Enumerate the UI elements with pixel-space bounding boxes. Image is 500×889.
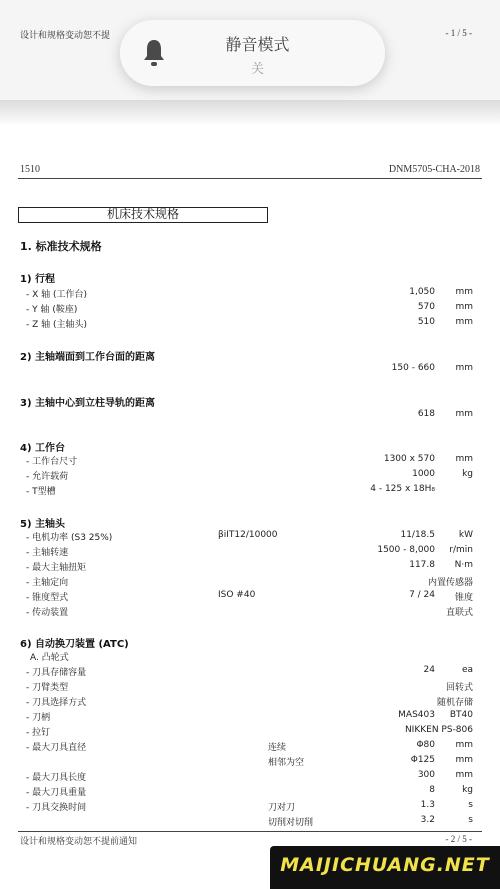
spec-row — [0, 710, 500, 725]
watermark-text: MAIJICHUANG.NET — [280, 854, 490, 876]
spec-label: 6) 自动换刀装置 (ATC) — [20, 639, 129, 650]
spec-value: 4 - 125 x 18H₈ — [370, 484, 435, 494]
spec-unit: mm — [455, 454, 473, 464]
spec-label: A. 凸轮式 — [30, 653, 69, 663]
spec-label: - T型槽 — [26, 487, 56, 497]
spec-row — [0, 469, 500, 484]
spec-label: - 最大刀具长度 — [26, 773, 87, 783]
spec-value: 8 — [429, 785, 435, 795]
spec-unit: mm — [455, 740, 473, 750]
spec-row — [0, 317, 500, 332]
spec-value: 1000 — [412, 469, 435, 479]
page-title: 机床技术规格 — [18, 207, 268, 223]
spec-unit: mm — [455, 287, 473, 297]
spec-label: 3) 主轴中心到立柱导轨的距离 — [20, 398, 156, 409]
toast-status: 关 — [250, 62, 264, 77]
spec-unit: 直联式 — [445, 608, 473, 618]
doc-code: 1510 — [20, 164, 40, 175]
page-gap — [0, 100, 500, 126]
spec-value: 7 / 24 — [409, 590, 435, 600]
spec-unit: mm — [455, 770, 473, 780]
spec-condition: 刀对刀 — [268, 803, 296, 813]
page-number: - 2 / 5 - — [445, 834, 472, 844]
spec-condition: 切削对切削 — [268, 818, 314, 828]
spec-label: - 刀具选择方式 — [26, 698, 87, 708]
spec-label: - 传动装置 — [26, 608, 69, 618]
spec-value: 3.2 — [420, 815, 435, 825]
spec-section-heading — [0, 439, 500, 454]
spec-unit: s — [468, 815, 473, 825]
spec-label: - 最大刀具直径 — [26, 743, 87, 753]
spec-label: - 最大刀具重量 — [26, 788, 87, 798]
spec-label: - X 轴 (工作台) — [26, 290, 88, 300]
spec-row — [0, 800, 500, 815]
doc-id: DNM5705-CHA-2018 — [388, 164, 480, 175]
spec-row — [0, 575, 500, 590]
spec-label: - 允许载荷 — [26, 472, 69, 482]
spec-row — [0, 695, 500, 710]
spec-row — [0, 560, 500, 575]
spec-unit: ea — [461, 665, 473, 675]
footer-rule — [18, 831, 482, 832]
spec-value: 150 - 660 — [391, 363, 435, 373]
spec-label: 2) 主轴端面到工作台面的距离 — [20, 352, 156, 363]
spec-row — [0, 785, 500, 800]
spec-row — [0, 590, 500, 605]
section-heading: 1. 标准技术规格 — [20, 240, 102, 253]
spec-value: 1,050 — [409, 287, 435, 297]
spec-label: 4) 工作台 — [20, 443, 66, 454]
spec-label: - 刀柄 — [26, 713, 51, 723]
spec-row — [0, 302, 500, 317]
previous-page-header: 设计和规格变动恕不提 — [20, 30, 111, 40]
spec-row — [0, 650, 500, 665]
spec-model: ISO #40 — [218, 590, 256, 600]
spec-label: - Z 轴 (主轴头) — [26, 320, 88, 330]
toast-title: 静音模式 — [225, 35, 290, 54]
spec-value: Φ80 — [416, 740, 435, 750]
spec-section-heading — [0, 515, 500, 530]
spec-label: 1) 行程 — [20, 274, 56, 285]
spec-model: βiIT12/10000 — [218, 530, 278, 540]
spec-unit: 随机存储 — [436, 698, 473, 708]
spec-value: 117.8 — [409, 560, 435, 570]
spec-label: - 电机功率 (S3 25%) — [26, 533, 113, 543]
spec-unit: mm — [455, 409, 473, 419]
spec-value: 11/18.5 — [400, 530, 435, 540]
spec-label: - 最大主轴扭矩 — [26, 563, 87, 573]
spec-unit: BT40 — [449, 710, 473, 720]
spec-section-heading — [0, 635, 500, 650]
spec-row — [0, 680, 500, 695]
spec-value: 1.3 — [420, 800, 435, 810]
spec-row — [0, 484, 500, 499]
spec-label: - 刀臂类型 — [26, 683, 69, 693]
spec-unit: 内置传感器 — [427, 578, 473, 588]
spec-row — [0, 530, 500, 545]
spec-value: 1500 - 8,000 — [377, 545, 435, 555]
spec-value: 570 — [417, 302, 435, 312]
spec-unit: mm — [455, 755, 473, 765]
spec-row — [0, 755, 500, 770]
spec-row — [0, 287, 500, 302]
spec-row — [0, 815, 500, 830]
watermark-logo — [270, 846, 500, 889]
silent-mode-toast[interactable] — [120, 20, 385, 86]
spec-value: 24 — [423, 665, 435, 675]
spec-label: - Y 轴 (鞍座) — [26, 305, 78, 315]
spec-label: - 刀具交换时间 — [26, 803, 87, 813]
spec-unit: NIKKEN PS-806 — [404, 725, 473, 735]
spec-label: 5) 主轴头 — [20, 519, 66, 530]
spec-unit: mm — [455, 363, 473, 373]
footer-notice: 设计和规格变动恕不提前通知 — [20, 836, 138, 846]
spec-row — [0, 740, 500, 755]
header-rule — [18, 178, 482, 179]
spec-unit: r/min — [449, 545, 473, 555]
spec-row — [0, 605, 500, 620]
spec-value: 1300 x 570 — [383, 454, 435, 464]
spec-row — [0, 665, 500, 680]
spec-value: 510 — [417, 317, 435, 327]
spec-row — [0, 545, 500, 560]
spec-section-heading — [0, 394, 500, 409]
spec-row — [0, 725, 500, 740]
spec-label: - 工作台尺寸 — [26, 457, 78, 467]
spec-row — [0, 454, 500, 469]
spec-unit: 锥度 — [454, 593, 473, 603]
spec-unit: N·m — [454, 560, 473, 570]
spec-section-heading — [0, 348, 500, 363]
spec-unit: s — [468, 800, 473, 810]
previous-page-number: - 1 / 5 - — [445, 28, 472, 38]
spec-value: MAS403 — [398, 710, 435, 720]
spec-unit: mm — [455, 317, 473, 327]
spec-unit: 回转式 — [445, 683, 473, 693]
spec-row — [0, 770, 500, 785]
spec-label: - 主轴转速 — [26, 548, 69, 558]
spec-unit: kW — [458, 530, 473, 540]
spec-value: 618 — [417, 409, 435, 419]
spec-condition: 相邻为空 — [268, 758, 305, 768]
spec-label: - 刀具存储容量 — [26, 668, 87, 678]
spec-label: - 主轴定向 — [26, 578, 69, 588]
spec-value: Φ125 — [410, 755, 435, 765]
spec-row — [0, 409, 500, 424]
spec-section-heading — [0, 270, 500, 285]
spec-unit: kg — [462, 469, 473, 479]
spec-label: - 锥度型式 — [26, 593, 69, 603]
spec-value: 300 — [417, 770, 435, 780]
spec-unit: kg — [462, 785, 473, 795]
spec-row — [0, 363, 500, 378]
spec-unit: mm — [455, 302, 473, 312]
spec-label: - 拉钉 — [26, 728, 51, 738]
spec-condition: 连续 — [268, 743, 287, 753]
